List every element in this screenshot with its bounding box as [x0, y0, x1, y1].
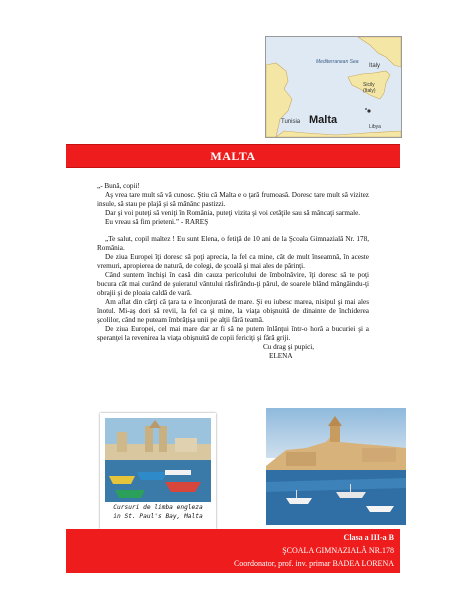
letter2-paragraph-3: Când suntem închişi în casă din cauza pericolului de îmbolnăvire, îţi doresc să te poţi bucura cât mai curând de şuieratul vântului răsfirându-ţi părul, de soarele blând mângâindu-ţi obrajii şi de ploaia caldă de vară. [97, 271, 369, 297]
map-label-sicily-name: Sicily [363, 82, 375, 88]
letter2-paragraph-1: „Te salut, copil maltez ! Eu sunt Elena, o fetiţă de 10 ani de la Şcoala Gimnazială Nr. 178, România. [97, 235, 369, 252]
map-label-malta: Malta [309, 114, 338, 126]
map-label-tunisia: Tunisia [281, 119, 301, 125]
letter1-paragraph-3: Eu vreau să fim prieteni.” - RAREŞ [105, 218, 209, 226]
harbour-photo [105, 418, 211, 502]
letter1-greeting: „- Bună, copii! [97, 182, 140, 190]
letters-body [97, 182, 369, 361]
map-label-libya: Libya [369, 124, 381, 130]
letter2-paragraph-5: De ziua Europei, cel mai mare dar ar fi să ne putem înlănţui într-o horă a bucuriei şi a speranţei la revenirea la viaţa obişnuită de copii fericiţi şi fără griji. [97, 325, 369, 342]
harbour-photo-frame [100, 413, 216, 529]
malta-map [265, 36, 402, 138]
title-banner [66, 144, 400, 168]
letter2-paragraph-2: De ziua Europei îţi doresc să poţi aprecia, la fel ca mine, cât de mult înseamnă, în aceste vremuri, apropierea de natură, de colegi, de şcoală şi mai ales de părinţi. [97, 253, 369, 270]
letter2-paragraph-4: Am aflat din cărţi că ţara ta e înconjurată de mare. Şi eu iubesc marea, nisipul şi mai ales înotul. Mi-aş dori să revii, la fel ca şi mine, la viaţa obişnuită de dinainte de închiderea şcolilor, când ne puteam îmbrăţişa unii pe alţii fără teamă. [97, 298, 369, 324]
footer-banner [66, 529, 400, 573]
bay-photo-drawing [266, 408, 406, 525]
letter2-closing: Cu drag şi pupici, [263, 343, 315, 351]
bay-photo [266, 408, 406, 525]
harbour-photo-caption [100, 503, 216, 521]
letter1-paragraph-1: Aş vrea tare mult să vă cunosc. Ştiu că Malta e o ţară frumoasă. Doresc tare mult să vizitez insule, să stau pe plajă şi să mănânc pastizzi. [97, 191, 369, 208]
footer-class: Clasa a III-a B [343, 533, 394, 542]
caption-line-1: Cursuri de limba engleza [113, 504, 203, 511]
map-label-italy: Italy [369, 63, 381, 69]
map-label-sicily [363, 82, 376, 94]
caption-line-2: in St. Paul's Bay, Malta [113, 513, 203, 520]
spacer [97, 227, 369, 235]
footer-school: ŞCOALA GIMNAZIALĂ NR.178 [282, 546, 394, 555]
letter1-paragraph-2: Dar şi voi puteţi să veniţi în România, puteţi vizita şi voi cetăţile sau să mâncaţi sarmale. [105, 209, 361, 217]
map-label-sicily-sub: (Italy) [363, 88, 376, 94]
footer-coordinator: Coordonator, prof. inv. primar BADEA LORENA [233, 559, 394, 568]
page-title: MALTA [210, 149, 256, 163]
map-label-sea: Mediterranean Sea [316, 59, 359, 65]
letter2-signature: ELENA [269, 352, 293, 360]
